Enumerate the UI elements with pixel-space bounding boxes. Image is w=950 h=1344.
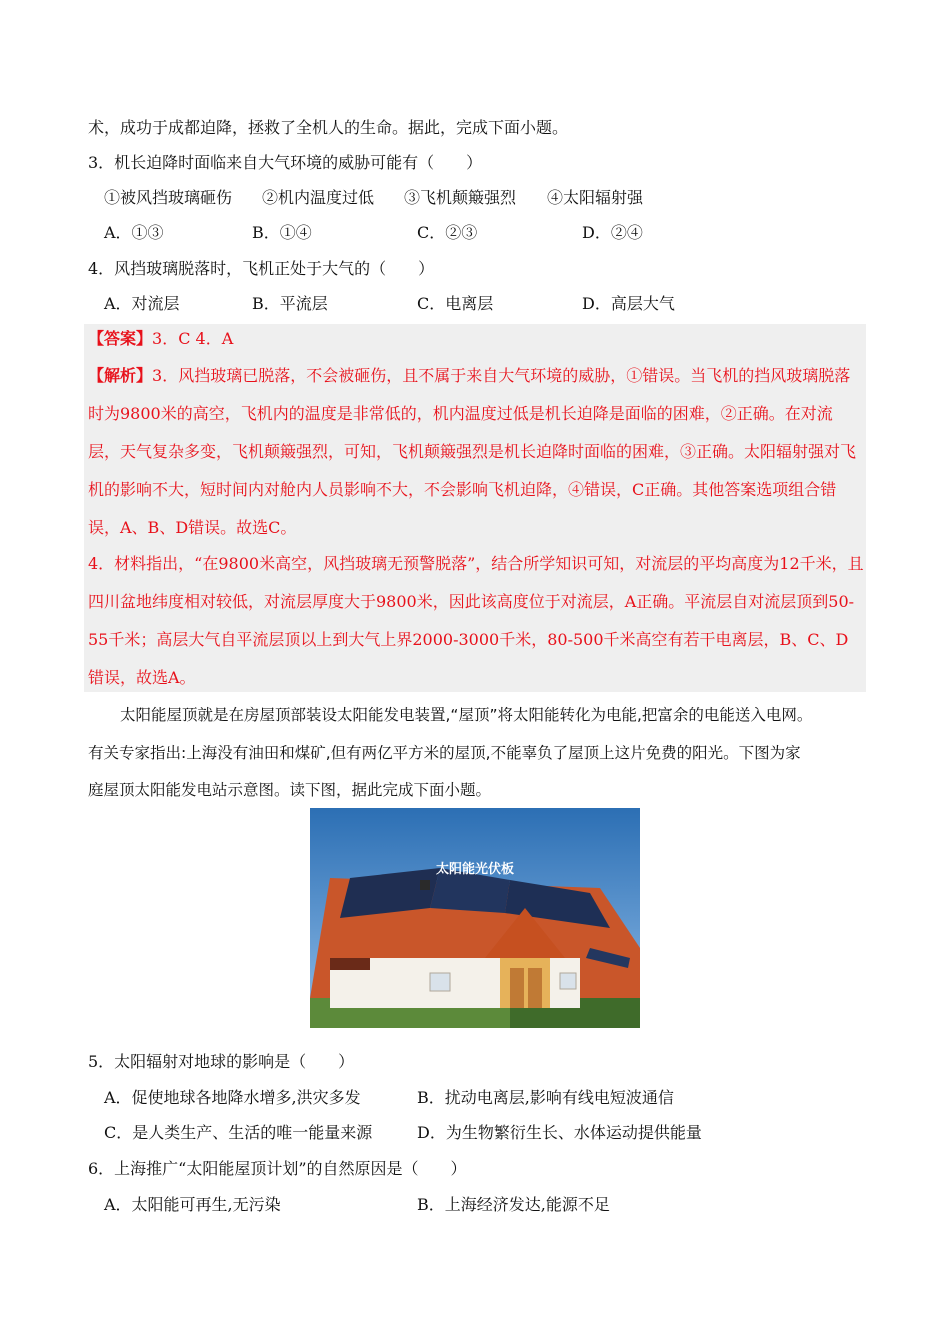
analysis-4: 4．材料指出，“在9800米高空，风挡玻璃无预警脱落”，结合所学知识可知，对流层的平均高度为12千米，且四川盆地纬度相对较低，对流层厚度大于9800米，因此该高度位于对流层，A正确。平流层自对流层顶到50-55千米；高层大气自平流层顶以上到大气上界2000-3000千米，80-500千米高空有若干电离层，B、C、D错误，故选A。 [88,554,864,687]
passage-line-3: 庭屋顶太阳能发电站示意图。读下图，据此完成下面小题。 [88,781,492,799]
question-3-item-2: ②机内温度过低 [262,188,375,207]
solar-house-illustration [310,808,640,1028]
intro-tail: 术，成功于成都迫降，拯救了全机人的生命。据此，完成下面小题。 [88,118,569,137]
analysis-3 [88,357,864,547]
question-3-option-d: D．②④ [582,223,643,242]
analysis-3-text: 3．风挡玻璃已脱落，不会被砸伤，且不属于来自大气环境的威胁，①错误。当飞机的挡风玻璃脱落时为9800米的高空，飞机内的温度是非常低的，机内温度过低是机长迫降是面临的困难，②正确。在对流层，天气复杂多变，飞机颠簸强烈，可知，飞机颠簸强烈是机长迫降时面临的困难，③正确。太阳辐射强对飞机的影响不大，短时间内对舱内人员影响不大，不会影响飞机迫降，④错误，C正确。其他答案选项组合错误，A、B、D错误。故选C。 [88,366,857,537]
analysis-label: 【解析】 [88,366,153,385]
question-5-option-c: C．是人类生产、生活的唯一能量来源 [104,1123,373,1142]
solar-roof-figure [310,808,640,1028]
passage-line-2: 有关专家指出:上海没有油田和煤矿,但有两亿平方米的屋顶,不能辜负了屋顶上这片免费的阳光。下图为家 [88,744,801,762]
question-6-option-a: A．太阳能可再生,无污染 [104,1195,281,1214]
question-3-item-4: ④太阳辐射强 [547,188,644,207]
question-4-option-d: D．高层大气 [582,294,675,313]
solar-panel-label: 太阳能光伏板 [436,862,515,877]
question-3-stem: 3．机长迫降时面临来自大气环境的威胁可能有（ ） [88,153,483,172]
question-3-option-c: C．②③ [417,223,478,242]
question-4-option-c: C．电离层 [417,294,494,313]
question-4-stem: 4．风挡玻璃脱落时，飞机正处于大气的（ ） [88,259,435,278]
question-6-option-b: B．上海经济发达,能源不足 [417,1195,610,1214]
question-5-option-d: D．为生物繁衍生长、水体运动提供能量 [417,1123,702,1142]
answer-line [88,329,233,349]
question-4-option-b: B．平流层 [252,294,328,313]
question-5-stem: 5．太阳辐射对地球的影响是（ ） [88,1052,355,1071]
question-6-stem: 6．上海推广“太阳能屋顶计划”的自然原因是（ ） [88,1159,467,1178]
question-3-option-a: A．①③ [104,223,164,242]
question-4-option-a: A．对流层 [104,294,180,313]
answer-label: 【答案】 [88,329,153,348]
question-5-option-b: B．扰动电离层,影响有线电短波通信 [417,1088,674,1107]
question-3-option-b: B．①④ [252,223,312,242]
question-3-item-3: ③飞机颠簸强烈 [404,188,517,207]
passage-line-1: 太阳能屋顶就是在房屋顶部装设太阳能发电装置,“屋顶”将太阳能转化为电能,把富余的电能送入电网。 [120,706,813,724]
question-3-item-1: ①被风挡玻璃砸伤 [104,188,233,207]
question-5-option-a: A．促使地球各地降水增多,洪灾多发 [104,1088,361,1107]
answer-text: 3．C 4．A [152,329,234,348]
